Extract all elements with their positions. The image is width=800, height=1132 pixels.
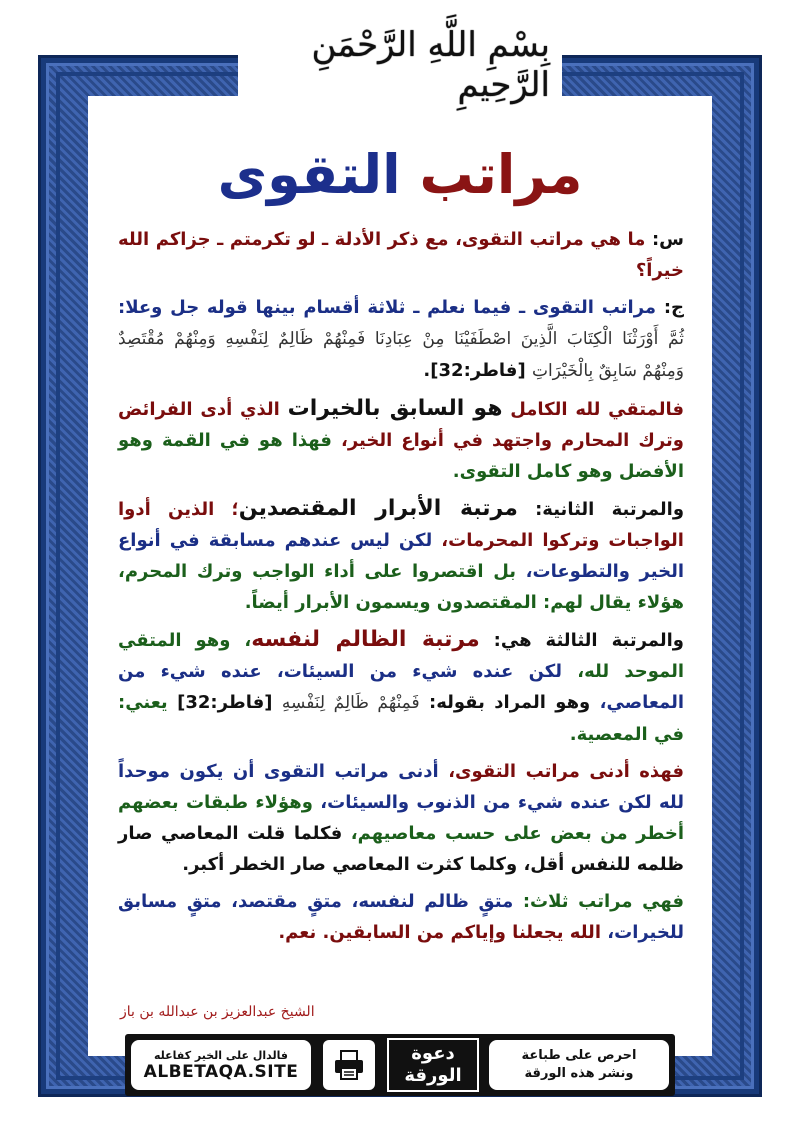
text-segment: فهذه أدنى مراتب التقوى،	[438, 761, 684, 782]
page-title	[88, 140, 712, 210]
dawah-logo	[387, 1038, 479, 1092]
paragraph-summary	[118, 756, 684, 880]
logo-line2: الورقة	[404, 1065, 462, 1086]
title-word-altaqwa: التقوى	[217, 143, 401, 206]
question-text: ما هي مراتب التقوى، مع ذكر الأدلة ـ لو تكرمتم ـ جزاكم الله خيراً؟	[118, 229, 684, 281]
text-segment: الله يجعلنا وإياكم من السابقين. نعم.	[278, 922, 601, 943]
paragraph-third-rank	[118, 624, 684, 750]
appeal-line1: احرص على طباعة	[521, 1048, 637, 1063]
text-segment: وهو المراد بقوله:	[419, 692, 591, 713]
text-segment: والمرتبة الثانية:	[517, 499, 685, 520]
article-body	[118, 224, 684, 954]
quran-verse: ثُمَّ أَوْرَثْنَا الْكِتَابَ الَّذِينَ اصْطَفَيْنَا مِنْ عِبَادِنَا فَمِنْهُمْ ظَالِمٌ لِنَفْسِهِ وَمِنْهُمْ مُقْتَصِدٌ وَمِنْهُمْ سَابِقٌ بِالْخَيْرَاتِ	[118, 329, 684, 381]
question-label: س:	[645, 229, 685, 250]
answer-paragraph	[118, 292, 684, 387]
text-segment: أدنى مراتب التقوى أن يكون موحداً لله لكن عنده شيء من الذنوب والسيئات،	[118, 761, 684, 813]
author-signature: الشيخ عبدالعزيز بن عبدالله بن باز	[120, 1004, 315, 1020]
print-appeal-box	[489, 1040, 669, 1090]
text-segment: وهؤلاء طبقات بعضهم أخطر من بعض على حسب معاصيهم،	[118, 792, 685, 844]
answer-label: ج:	[656, 297, 684, 318]
paragraph-second-rank	[118, 493, 684, 618]
quran-verse: فَمِنْهُمْ ظَالِمٌ لِنَفْسِهِ	[281, 693, 420, 713]
text-segment: فهي مراتب ثلاث:	[513, 891, 684, 912]
paragraph-conclusion	[118, 886, 684, 948]
text-segment: فهذا هو في القمة وهو الأفضل وهو كامل التقوى.	[118, 430, 684, 482]
text-segment: يعني: في المعصية.	[118, 692, 684, 745]
answer-text: مراتب التقوى ـ فيما نعلم ـ ثلاثة أقسام بينها قوله جل وعلا:	[118, 297, 657, 318]
text-segment-highlight: هو السابق بالخيرات	[287, 396, 503, 421]
text-segment: والمرتبة الثالثة هي:	[479, 630, 684, 651]
appeal-line2: ونشر هذه الورقة	[524, 1066, 634, 1081]
text-segment-highlight: مرتبة الأبرار المقتصدين	[238, 496, 518, 521]
printer-icon	[323, 1040, 375, 1090]
text-segment: لكن عنده شيء من السيئات، عنده شيء من المعاصي،	[118, 661, 685, 713]
text-segment: لكن ليس عندهم مسابقة في أنواع الخير والتطوعات،	[118, 530, 685, 582]
text-segment: متقٍ ظالم لنفسه، متقٍ مقتصد، متقٍ مسابق للخيرات،	[118, 891, 684, 943]
text-segment: ؛ الذين أدوا الواجبات وتركوا المحرمات،	[118, 499, 684, 551]
text-segment: بل اقتصروا على أداء الواجب وترك المحرم، هؤلاء يقال لهم: المقتصدون ويسمون الأبرار أيضاً.	[118, 561, 684, 613]
text-segment: الذي أدى الفرائض وترك المحارم واجتهد في أنواع الخير،	[118, 399, 684, 451]
text-segment: فالمتقي لله الكامل	[502, 399, 685, 420]
site-link[interactable]: ALBETAQA.SITE	[143, 1061, 299, 1082]
text-segment-highlight: مرتبة الظالم لنفسه	[251, 627, 480, 652]
text-segment: ، وهو المتقي الموحد لله،	[118, 630, 684, 682]
site-box[interactable]	[131, 1040, 311, 1090]
footer-banner	[125, 1034, 675, 1096]
question-paragraph	[118, 224, 684, 286]
text-segment: فكلما قلت المعاصي صار ظلمه للنفس أقل، وكلما كثرت المعاصي صار الخطر أكبر.	[118, 823, 684, 875]
logo-line1: دعوة	[411, 1043, 455, 1064]
slogan-text: فالدال على الخير كفاعله	[153, 1048, 289, 1062]
verse-reference: [فاطر:32]	[167, 692, 282, 713]
title-word-marateb: مراتب	[419, 143, 583, 206]
paragraph-first-rank	[118, 393, 684, 487]
verse-reference: [فاطر:32].	[423, 360, 532, 381]
basmala-calligraphy: بِسْمِ اللَّهِ الرَّحْمَنِ الرَّحِيمِ	[311, 25, 550, 105]
